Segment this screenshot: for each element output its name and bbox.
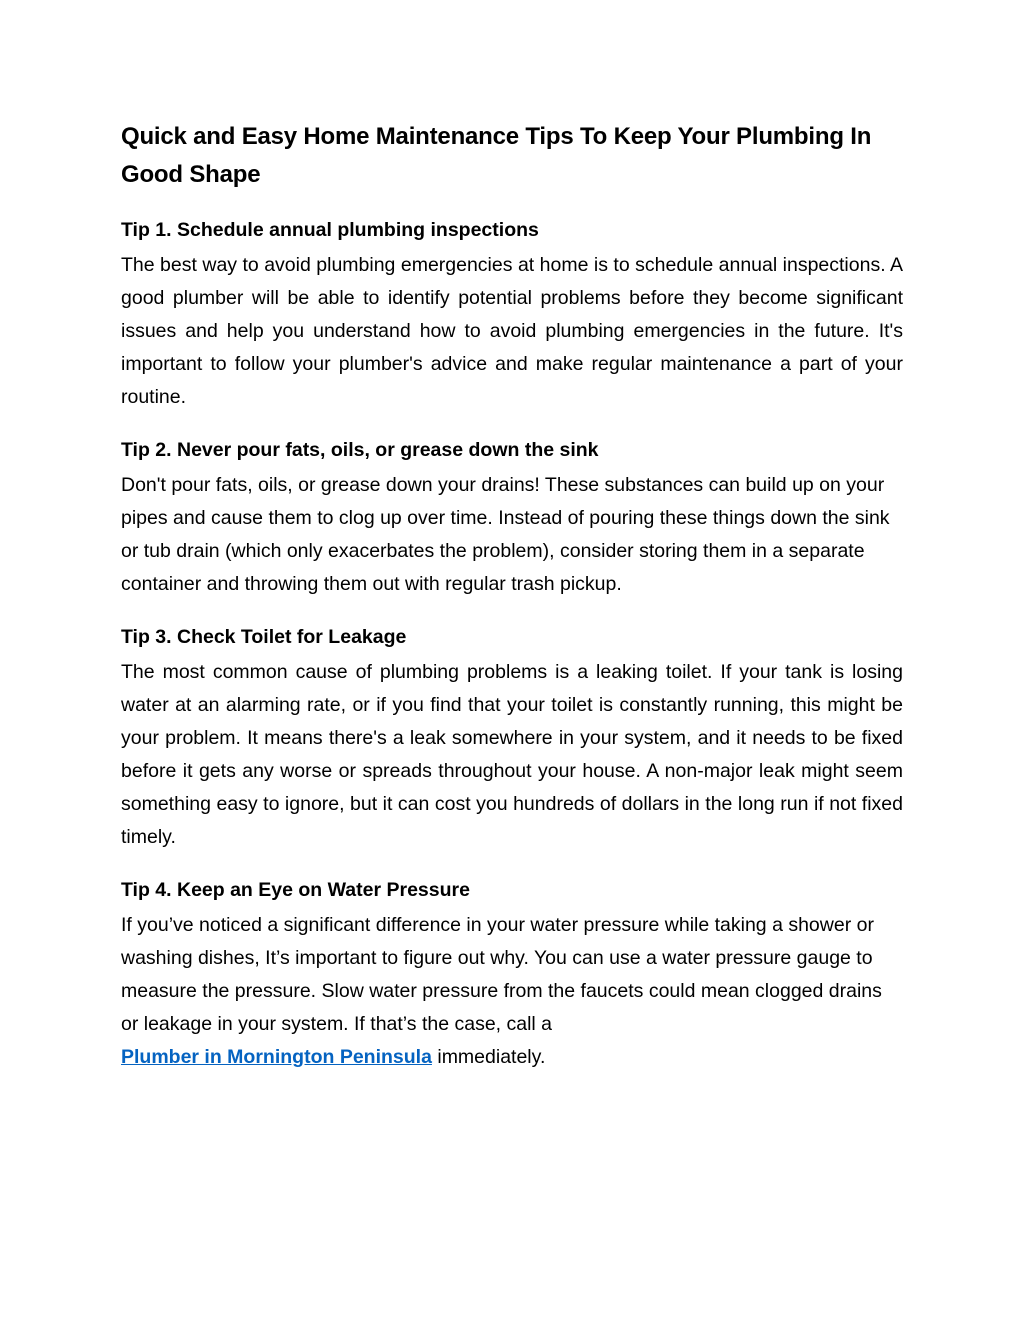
tip-heading-3: Tip 3. Check Toilet for Leakage	[121, 626, 407, 648]
tip-body-4	[121, 909, 903, 1074]
tip-body-2: Don't pour fats, oils, or grease down your drains! These substances can build up on your pipes and cause them to clog up over time. Instead of pouring these things down the sink or tub drain (which only exacerbates the problem), consider storing them in a separate container and throwing them out with regular trash pickup.	[121, 474, 890, 595]
tip-heading-4: Tip 4. Keep an Eye on Water Pressure	[121, 879, 470, 901]
tip-heading-2: Tip 2. Never pour fats, oils, or grease down the sink	[121, 439, 599, 461]
document-page	[121, 118, 903, 1074]
tip-section-1	[121, 216, 903, 414]
tip-section-2	[121, 436, 903, 601]
tip-section-3	[121, 623, 903, 854]
tip-body-3: The most common cause of plumbing problems is a leaking toilet. If your tank is losing water at an alarming rate, or if you find that your toilet is constantly running, this might be your problem. It means there's a leak somewhere in your system, and it needs to be fixed before it gets any worse or spreads throughout your house. A non-major leak might seem something easy to ignore, but it can cost you hundreds of dollars in the long run if not fixed timely.	[121, 661, 903, 848]
tip-section-4	[121, 876, 903, 1074]
document-title: Quick and Easy Home Maintenance Tips To Keep Your Plumbing In Good Shape	[121, 123, 872, 188]
tip-heading-1: Tip 1. Schedule annual plumbing inspections	[121, 219, 539, 241]
plumber-link[interactable]: Plumber in Mornington Peninsula	[121, 1046, 432, 1068]
tip-body-4-after-link: immediately.	[431, 1046, 546, 1068]
tip-body-4-text: If you’ve noticed a significant difference in your water pressure while taking a shower or washing dishes, It’s important to figure out why. You can use a water pressure gauge to measure the pressure. Slow water pressure from the faucets could mean clogged drains or leakage in your system. If that’s the case, call a	[121, 914, 882, 1035]
tip-body-1: The best way to avoid plumbing emergencies at home is to schedule annual inspections. A good plumber will be able to identify potential problems before they become significant issues and help you understand how to avoid plumbing emergencies in the future. It's important to follow your plumber's advice and make regular maintenance a part of your routine.	[121, 254, 903, 408]
